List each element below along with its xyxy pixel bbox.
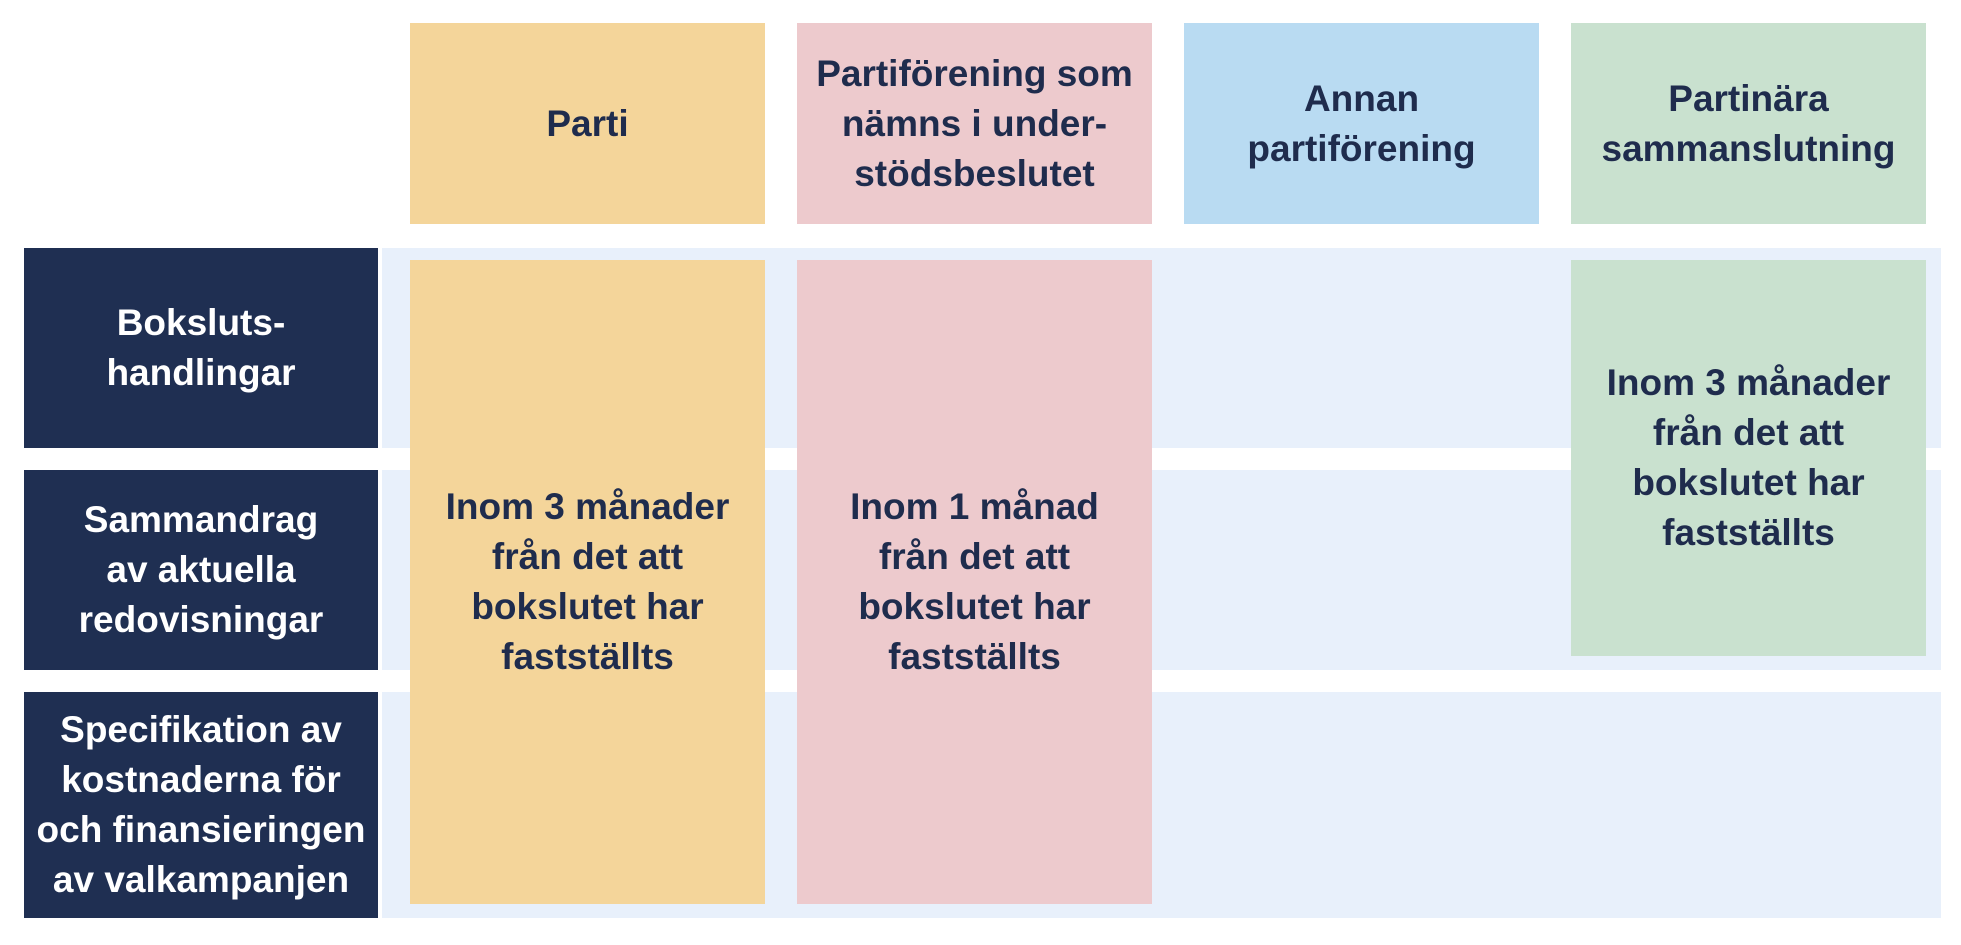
column-header-label: Partinära sammanslutning [1601, 77, 1896, 169]
row-label-bokslutshandlingar [24, 248, 378, 448]
deadline-partinara [1571, 260, 1926, 656]
deadline-partiforening-namns [797, 260, 1152, 904]
deadline-text: Inom 3 månader från det att bokslutet har fastställts [445, 486, 730, 677]
column-header-annan-partiforening [1184, 23, 1539, 224]
column-header-label: Partiförening som nämns i under- stödsbeslutet [816, 52, 1133, 194]
row-label-sammandrag [24, 470, 378, 670]
deadline-parti [410, 260, 765, 904]
deadline-text: Inom 1 månad från det att bokslutet har fastställts [850, 486, 1099, 677]
row-label-text: Sammandrag av aktuella redovisningar [78, 499, 324, 640]
column-header-parti [410, 23, 765, 224]
row-label-specifikation [24, 692, 378, 918]
row-label-text: Specifikation av kostnaderna för och finansieringen av valkampanjen [36, 709, 366, 900]
column-header-partinara [1571, 23, 1926, 224]
column-header-label: Parti [546, 102, 629, 144]
column-header-label: Annan partiförening [1247, 77, 1476, 169]
deadline-text: Inom 3 månader från det att bokslutet har fastställts [1606, 362, 1891, 553]
row-label-text: Boksluts- handlingar [106, 302, 296, 393]
column-header-partiforening-namns [797, 23, 1152, 224]
